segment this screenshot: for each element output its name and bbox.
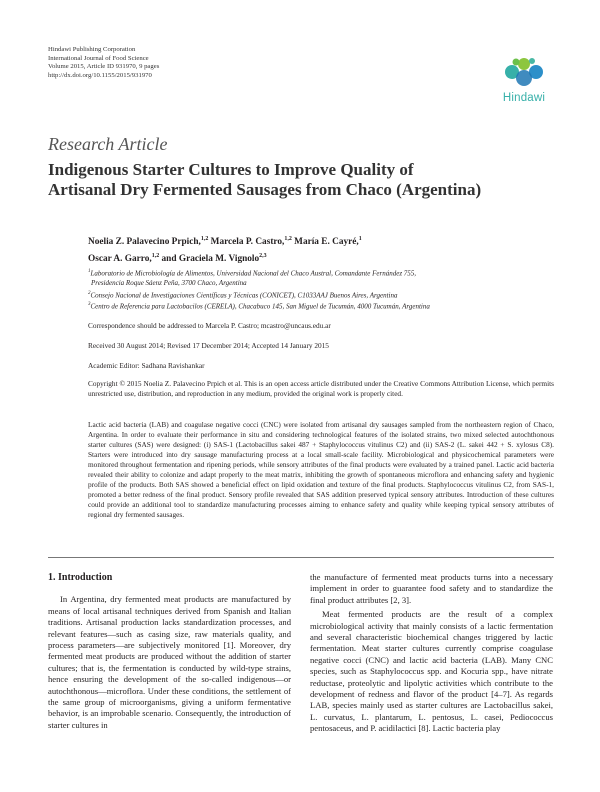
section-heading: 1. Introduction (48, 572, 113, 583)
correspondence: Correspondence should be addressed to Marcela P. Castro; mcastro@uncaus.edu.ar (88, 321, 331, 330)
copyright-notice: Copyright © 2015 Noelia Z. Palavecino Prpich et al. This is an open access article distributed under the Creative Commons Attribution License, which permits unrestricted use, distribution, and reproduction in any medium, provided the original work is properly cited. (88, 379, 554, 398)
column-right (310, 572, 553, 735)
journal-info (48, 46, 159, 80)
abstract: Lactic acid bacteria (LAB) and coagulase negative cocci (CNC) were isolated from artisanal dry sausages sampled from the northeastern region of Chaco, Argentina. In order to evaluate their performance in situ and considering technological features of the isolated strains, two mixed selected autochthonous starter cultures (SAS) were designed: (i) SAS-1 (Lactobacillus sakei 487 + Staphylococcus vitulinus C2) and (ii) SAS-2 (L. sakei 442 + S. xylosus C8). Starters were introduced into dry sausage manufacturing process at a local small-scale facility. Microbiological and physicochemical parameters were monitored throughout fermentation and ripening periods, while sensory attributes of the final products were evaluated by a trained panel. Lactic acid bacteria revealed their ability to colonize and adapt properly to the meat matrix, inhibiting the growth of spontaneous microflora and enhancing safety and hygienic profile of the products. Both SAS showed a beneficial effect on lipid oxidation and texture of the final products. Staphylococcus vitulinus C2, from SAS-1, promoted a better redness of the final product. Sensory profile revealed that SAS addition preserved typical sensory attributes. Introduction of these cultures could provide an additional tool to standardize manufacturing processes aiming to enhance safety and quality while keeping typical sensory attributes of regional dry fermented sausages. (88, 420, 554, 519)
hindawi-logo-text: Hindawi (502, 92, 546, 104)
volume-info: Volume 2015, Article ID 931970, 9 pages (48, 63, 160, 71)
title-line-2: Artisanal Dry Fermented Sausages from Chaco (Argentina) (48, 180, 482, 199)
publication-dates: Received 30 August 2014; Revised 17 December 2014; Accepted 14 January 2015 (88, 341, 329, 350)
article-title (48, 160, 528, 200)
column-left (48, 572, 291, 731)
title-line-1: Indigenous Starter Cultures to Improve Quality of (48, 160, 414, 179)
journal-name: International Journal of Food Science (48, 54, 149, 62)
academic-editor: Academic Editor: Sadhana Ravishankar (88, 361, 205, 370)
paragraph: the manufacture of fermented meat products turns into a necessary implement in order to guarantee food safety and to standardize the final product attributes [2, 3]. (310, 572, 553, 605)
article-type: Research Article (48, 134, 168, 154)
affiliations (88, 267, 554, 312)
author-list (88, 232, 554, 266)
affiliation: Presidencia Roque Sáenz Peña, 3700 Chaco, Argentina (91, 278, 247, 287)
author: and Graciela M. Vignolo$^{2,3}$ (161, 253, 267, 265)
author: Marcela P. Castro,$^{1,2}$ (210, 236, 292, 248)
author: Oscar A. Garro,$^{1,2}$ (88, 253, 160, 265)
doi-link[interactable]: http://dx.doi.org/10.1155/2015/931970 (48, 71, 152, 79)
paragraph: In Argentina, dry fermented meat products are manufactured by means of local artisanal techniques derived from Spanish and Italian traditions. Artisanal production lacks standardization processes, and relevant features—such as casing size, raw materials quality, and process parameters—are subjectively monitored [1]. Moreover, dry fermented meat products are produced without the addition of starter cultures; that is, the fermentation is conducted by wild-type strains, hence ensuring the development of the so-called indigenous—or autochthonous—microflora. Under these conditions, the settlement of the same group of microorganisms, giving a uniform fermentative behavior, is an improbable scenario. Consequently, the introduction of starter cultures in (48, 594, 291, 730)
author: Noelia Z. Palavecino Prpich,$^{1,2}$ (88, 236, 209, 248)
paragraph: Meat fermented products are the result of a complex microbiological activity that mainly consists of a lactic fermentation and several characteristic biochemical changes triggered by lactic fermentation. Meat starter cultures currently comprise coagulase negative cocci (CNC) and lactic acid bacteria (LAB). Many CNC species, such as Staphylococcus spp. and Kocuria spp., have nitrate reductase, proteolytic and lipolytic activities which contribute to the development of redness and flavor of the product [4–7]. As regards LAB, species mainly used as starter cultures are Lactobacillus sakei, L. curvatus, L. plantarum, L. pentosus, L. casei, Pediococcus pentosaceus, and P. acidilactici [8]. Lactic bacteria play (310, 609, 553, 734)
affiliation: $^2$Consejo Nacional de Investigaciones Científicas y Técnicas (CONICET), C1033AAJ Buenos Aires, Argentina (88, 290, 398, 299)
affiliation: $^1$Laboratorio de Microbiología de Alimentos, Universidad Nacional del Chaco Austral, Comandante Fernández 755, (88, 269, 417, 278)
section-divider (48, 557, 554, 558)
publisher: Hindawi Publishing Corporation (48, 46, 136, 53)
author: María E. Cayré,$^1$ (294, 236, 362, 248)
affiliation: $^3$Centro de Referencia para Lactobacilos (CERELA), Chacabuco 145, San Miguel de Tucumán, 4000 Tucumán, Argentina (88, 302, 430, 311)
